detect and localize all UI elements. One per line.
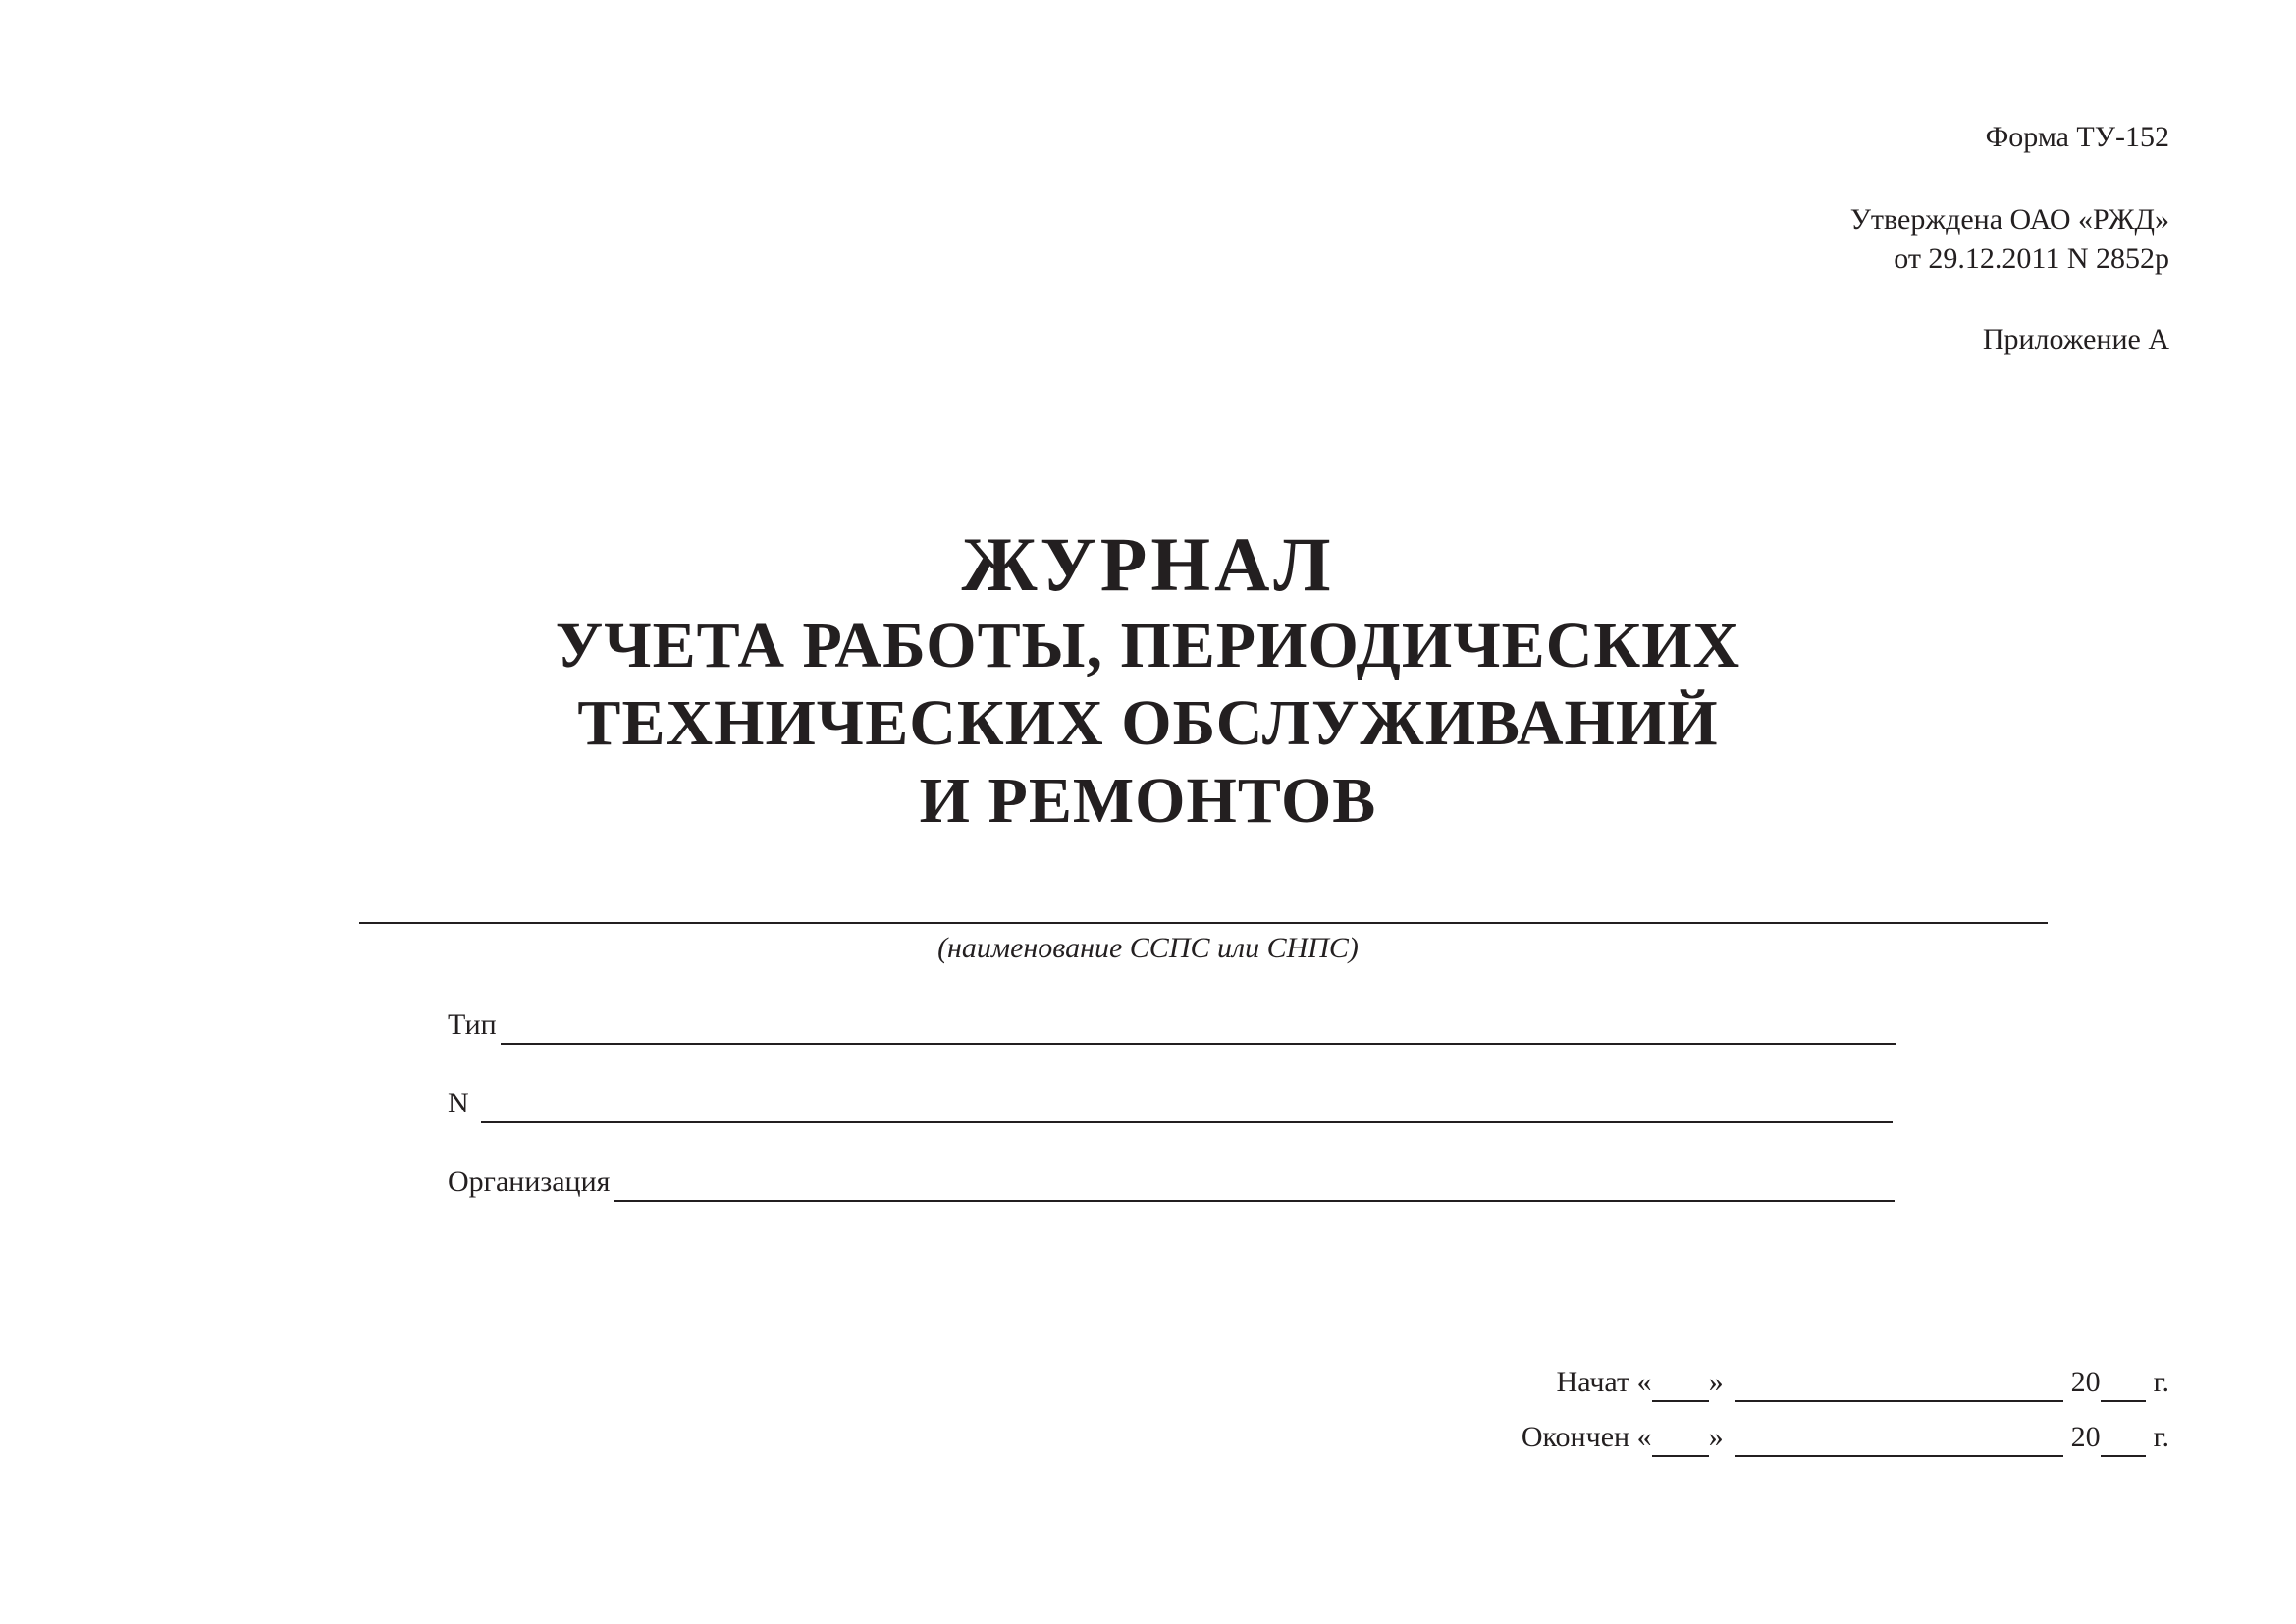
end-year-blank[interactable] — [2101, 1424, 2146, 1457]
start-year-blank[interactable] — [2101, 1369, 2146, 1402]
organization-fill-line[interactable] — [614, 1163, 1895, 1202]
start-date-row — [1557, 1363, 2169, 1402]
title-main: ЖУРНАЛ — [961, 521, 1335, 607]
form-header — [1850, 118, 2169, 359]
title-line-3: И РЕМОНТОВ — [919, 765, 1377, 837]
start-label: Начат « — [1556, 1366, 1652, 1398]
start-close-quote: » — [1708, 1366, 1724, 1398]
approval-text: Утверждена ОАО «РЖД» — [1849, 203, 2169, 236]
appendix-label: Приложение А — [1982, 323, 2169, 355]
number-fill-line[interactable] — [481, 1084, 1893, 1123]
end-year-prefix: 20 — [2070, 1421, 2101, 1453]
organization-label: Организация — [448, 1165, 611, 1198]
end-month-blank[interactable] — [1735, 1424, 2063, 1457]
name-fill-line[interactable] — [359, 922, 2048, 924]
end-day-blank[interactable] — [1652, 1424, 1709, 1457]
start-month-blank[interactable] — [1735, 1369, 2063, 1402]
title-line-1: УЧЕТА РАБОТЫ, ПЕРИОДИЧЕСКИХ — [555, 610, 1741, 681]
organization-field — [448, 1159, 1895, 1202]
end-close-quote: » — [1708, 1421, 1724, 1453]
end-date-row — [1522, 1418, 2169, 1457]
journal-title — [0, 522, 2296, 839]
number-label: N — [448, 1087, 469, 1119]
type-label: Тип — [448, 1008, 497, 1041]
number-field — [448, 1080, 1893, 1123]
type-field — [448, 1001, 1896, 1045]
end-label: Окончен « — [1521, 1421, 1652, 1453]
title-line-2: ТЕХНИЧЕСКИХ ОБСЛУЖИВАНИЙ — [577, 687, 1719, 759]
start-day-blank[interactable] — [1652, 1369, 1709, 1402]
name-caption: (наименование ССПС или СНПС) — [937, 932, 1359, 964]
form-code: Форма ТУ-152 — [1985, 121, 2169, 153]
type-fill-line[interactable] — [501, 1005, 1896, 1045]
end-year-suffix: г. — [2153, 1421, 2169, 1453]
start-year-prefix: 20 — [2070, 1366, 2101, 1398]
approval-date: от 29.12.2011 N 2852р — [1894, 243, 2169, 275]
start-year-suffix: г. — [2153, 1366, 2169, 1398]
